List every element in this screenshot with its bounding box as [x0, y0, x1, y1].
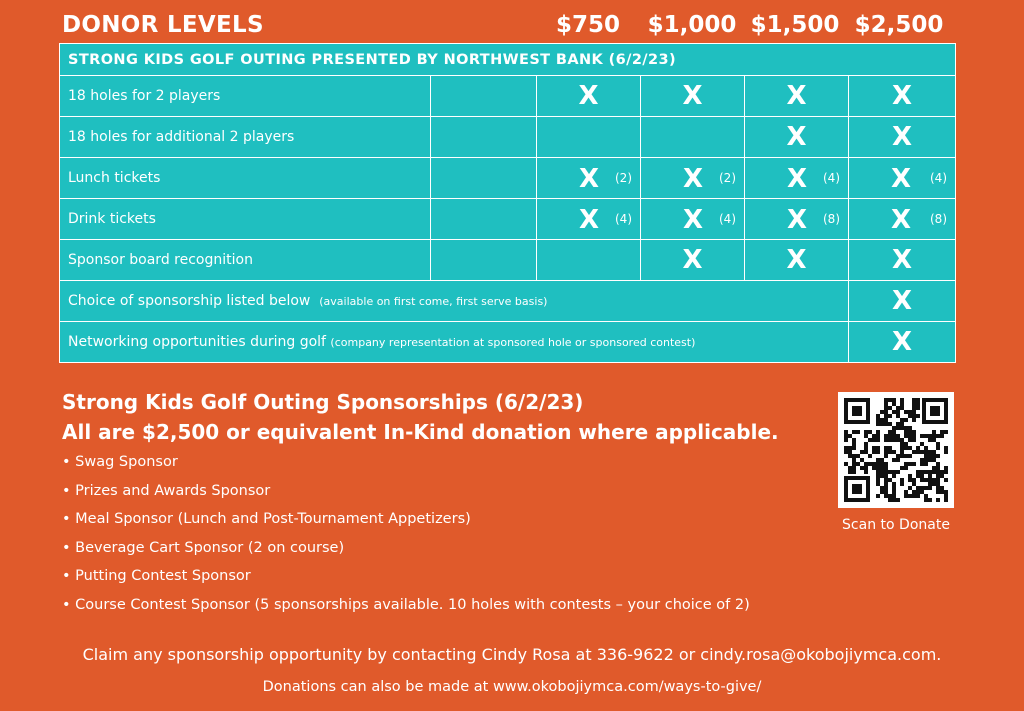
table-row: [60, 158, 956, 199]
row-label: Lunch tickets: [60, 158, 431, 199]
included-mark: X: [786, 81, 807, 111]
included-mark: X: [786, 245, 807, 275]
list-item: • Putting Contest Sponsor: [62, 568, 251, 585]
included-mark: X: [891, 327, 913, 357]
quantity-label: (4): [930, 171, 947, 185]
row-label: Drink tickets: [60, 199, 431, 240]
list-item: • Course Contest Sponsor (5 sponsorships available. 10 holes with contests – your choice of 2): [62, 596, 750, 613]
sponsorship-list: [62, 451, 750, 623]
qr-code-graphic: [838, 392, 954, 508]
table-row: [60, 76, 956, 117]
quantity-label: (8): [823, 212, 840, 226]
row-note: (company representation at sponsored hole or sponsored contest): [330, 336, 696, 349]
sponsorships-title: Strong Kids Golf Outing Sponsorships (6/2/23): [62, 390, 584, 414]
donor-levels-title: DONOR LEVELS: [62, 12, 264, 38]
quantity-label: (8): [930, 212, 947, 226]
row-label: 18 holes for additional 2 players: [60, 117, 431, 158]
included-mark: X: [682, 81, 703, 111]
level-1500-header: $1,500: [750, 12, 840, 38]
sponsorships-subtitle: All are $2,500 or equivalent In-Kind donation where applicable.: [62, 420, 779, 444]
quantity-label: (4): [823, 171, 840, 185]
row-label: Networking opportunities during golf (company representation at sponsored hole or sponsored contest): [60, 322, 849, 363]
quantity-label: (4): [719, 212, 736, 226]
row-label: 18 holes for 2 players: [60, 76, 431, 117]
included-mark: X: [579, 164, 600, 194]
qr-code-icon[interactable]: [838, 392, 954, 508]
quantity-label: (4): [615, 212, 632, 226]
quantity-label: (2): [719, 171, 736, 185]
row-label: Choice of sponsorship listed below (available on first come, first serve basis): [60, 281, 849, 322]
included-mark: X: [891, 164, 912, 194]
included-mark: X: [578, 81, 599, 111]
level-2500-header: $2,500: [854, 12, 944, 38]
table-row: [60, 199, 956, 240]
list-item: • Swag Sponsor: [62, 454, 178, 470]
included-mark: X: [683, 205, 704, 235]
list-item: • Beverage Cart Sponsor (2 on course): [62, 539, 345, 556]
included-mark: X: [787, 205, 808, 235]
table-row: [60, 117, 956, 158]
table-banner: STRONG KIDS GOLF OUTING PRESENTED BY NORTHWEST BANK (6/2/23): [60, 44, 956, 76]
donor-levels-table: [59, 43, 956, 363]
included-mark: X: [682, 245, 703, 275]
level-1000-header: $1,000: [647, 12, 737, 38]
included-mark: X: [891, 245, 913, 275]
donate-url-text: Donations can also be made at www.okobojiymca.com/ways-to-give/: [262, 679, 762, 695]
included-mark: X: [891, 122, 913, 152]
included-mark: X: [579, 205, 600, 235]
included-mark: X: [786, 122, 807, 152]
included-mark: X: [891, 81, 913, 111]
list-item: • Meal Sponsor (Lunch and Post-Tournament Appetizers): [62, 511, 471, 528]
row-note: (available on first come, first serve basis): [319, 295, 548, 308]
table-row: [60, 322, 956, 363]
table-row: [60, 281, 956, 322]
row-label: Sponsor board recognition: [60, 240, 431, 281]
included-mark: X: [891, 286, 913, 316]
level-750-header: $750: [555, 12, 620, 38]
included-mark: X: [891, 205, 912, 235]
quantity-label: (2): [615, 171, 632, 185]
included-mark: X: [787, 164, 808, 194]
claim-contact-text: Claim any sponsorship opportunity by contacting Cindy Rosa at 336-9622 or cindy.rosa@okobojiymca.com.: [82, 645, 942, 664]
table-row: [60, 240, 956, 281]
list-item: • Prizes and Awards Sponsor: [62, 482, 271, 499]
qr-caption: Scan to Donate: [842, 517, 950, 533]
included-mark: X: [683, 164, 704, 194]
